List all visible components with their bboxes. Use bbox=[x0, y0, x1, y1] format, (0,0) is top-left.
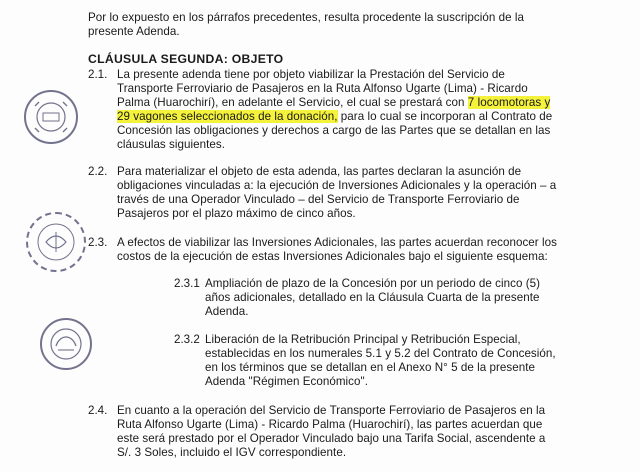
section-2-1-line-1: La presente adenda tiene por objeto viabilizar la Prestación del Servicio de bbox=[117, 68, 505, 81]
section-2-3-line-1: A efectos de viabilizar las Inversiones Adicionales, las partes acuerdan reconocer los bbox=[117, 236, 557, 249]
section-2-1-line-3 bbox=[117, 96, 550, 110]
seal-3-graphic bbox=[42, 320, 90, 368]
section-2-3-line-2: costos de la ejecución de estas Inversiones Adicionales bajo el siguiente esquema: bbox=[117, 250, 548, 263]
section-2-3-2-line-4: Adenda "Régimen Económico". bbox=[205, 375, 368, 388]
section-2-3-2-line-1: Liberación de la Retribución Principal y Retribución Especial, bbox=[205, 333, 521, 346]
section-2-4-line-3: este será prestado por el Operador Vinculado bajo una Tarifa Social, ascendente a bbox=[117, 432, 546, 445]
section-2-2-line-2: obligaciones vinculadas a: la ejecución de Inversiones Adicionales y la operación – a bbox=[117, 179, 557, 192]
section-2-1-line-3-text: Palma (Huarochirí), en adelante el Servicio, el cual se prestará con bbox=[117, 96, 465, 109]
section-2-3-1-line-1: Ampliación de plazo de la Concesión por un periodo de cinco (5) bbox=[205, 277, 541, 290]
section-2-3-2-line-2: establecidas en los numerales 5.1 y 5.2 del Contrato de Concesión, bbox=[205, 347, 556, 360]
section-2-3-2-line-3: en los términos que se detallan en el Anexo N° 5 de la presente bbox=[205, 361, 536, 374]
section-2-1-line-5: Concesión las obligaciones y derechos a cargo de las Partes que se detallan en las bbox=[117, 124, 551, 137]
section-2-1-line-4-text: para lo cual se incorporan al Contrato de bbox=[337, 110, 553, 123]
section-2-2-line-3: través de una Operador Vinculado – del Servicio de Transporte Ferroviario de bbox=[117, 193, 520, 206]
section-2-4-number: 2.4. bbox=[88, 404, 108, 417]
seal-2-graphic bbox=[28, 214, 84, 270]
seal-1-graphic bbox=[26, 92, 76, 142]
official-seal-2 bbox=[26, 212, 86, 272]
section-2-2-line-4: Pasajeros por el plazo máximo de cinco años. bbox=[117, 207, 356, 220]
section-2-3-number: 2.3. bbox=[88, 236, 108, 249]
section-2-1-number: 2.1. bbox=[88, 68, 108, 81]
official-seal-1 bbox=[24, 90, 78, 144]
highlight-vagones: 29 vagones seleccionados de la donación, bbox=[117, 110, 338, 123]
section-2-3-1-line-3: Adenda. bbox=[205, 305, 249, 318]
section-2-2-number: 2.2. bbox=[88, 165, 108, 178]
section-2-3-1-number: 2.3.1 bbox=[174, 277, 200, 290]
section-2-2-line-1: Para materializar el objeto de esta adenda, las partes declaran la asunción de bbox=[117, 165, 522, 178]
section-2-4-line-1: En cuanto a la operación del Servicio de Transporte Ferroviario de Pasajeros en la bbox=[117, 404, 546, 417]
highlight-locomotoras: 7 locomotoras y bbox=[467, 96, 551, 109]
section-2-4-line-2: Ruta Alfonso Ugarte (Lima) - Ricardo Palma (Huarochirí), las partes acuerdan que bbox=[117, 418, 543, 431]
official-seal-3 bbox=[40, 318, 92, 370]
section-2-4-line-4: S/. 3 Soles, incluido el IGV correspondiente. bbox=[117, 446, 347, 459]
intro-line-1: Por lo expuesto en los párrafos precedentes, resulta procedente la suscripción de la bbox=[88, 11, 524, 24]
intro-line-2: presente Adenda. bbox=[88, 25, 180, 38]
section-2-1-line-2: Transporte Ferroviario de Pasajeros en la Ruta Alfonso Ugarte (Lima) - Ricardo bbox=[117, 82, 528, 95]
section-2-1-line-6: cláusulas siguientes. bbox=[117, 138, 226, 151]
section-2-1-line-4 bbox=[117, 110, 552, 124]
section-2-3-1-line-2: años adicionales, detallado en la Cláusula Cuarta de la presente bbox=[205, 291, 540, 304]
clause-heading: CLÁUSULA SEGUNDA: OBJETO bbox=[88, 52, 284, 66]
section-2-3-2-number: 2.3.2 bbox=[174, 333, 200, 346]
